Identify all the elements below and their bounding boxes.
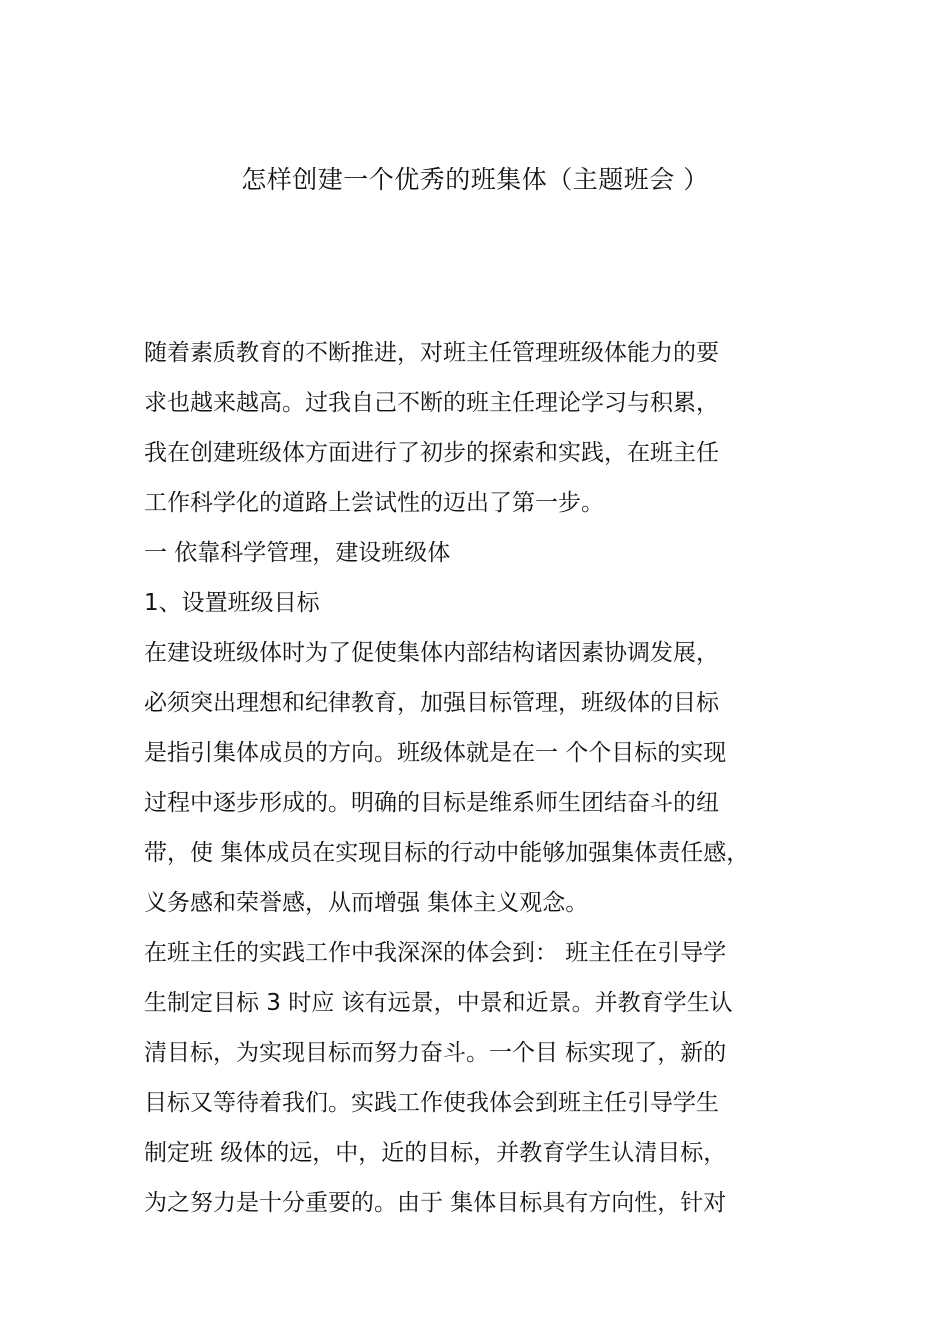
- body-line: 必须突出理想和纪律教育，加强目标管理，班级体的目标: [144, 690, 719, 716]
- body-line: 生制定目标 3 时应 该有远景，中景和近景。并教育学生认: [144, 990, 733, 1016]
- body-line: 工作科学化的道路上尝试性的迈出了第一步。: [144, 490, 604, 516]
- body-line: 在班主任的实践工作中我深深的体会到： 班主任在引导学: [144, 940, 727, 966]
- body-line: 清目标，为实现目标而努力奋斗。一个目 标实现了，新的: [144, 1040, 727, 1066]
- body-line: 义务感和荣誉感，从而增强 集体主义观念。: [144, 890, 589, 916]
- body-line: 我在创建班级体方面进行了初步的探索和实践，在班主任: [144, 440, 719, 466]
- body-line: 过程中逐步形成的。明确的目标是维系师生团结奋斗的纽: [144, 790, 719, 816]
- document-title: 怎样创建一个优秀的班集体（主题班会 ）: [241, 165, 709, 194]
- subsection-heading: 1、设置班级目标: [144, 590, 320, 616]
- body-line: 求也越来越高。过我自己不断的班主任理论学习与积累，: [144, 390, 719, 416]
- body-line: 目标又等待着我们。实践工作使我体会到班主任引导学生: [144, 1090, 719, 1116]
- document-body: [144, 328, 844, 1228]
- body-line: 为之努力是十分重要的。由于 集体目标具有方向性，针对: [144, 1190, 727, 1216]
- body-line: 制定班 级体的远，中，近的目标，并教育学生认清目标，: [144, 1140, 727, 1166]
- body-line: 带，使 集体成员在实现目标的行动中能够加强集体责任感，: [144, 840, 750, 866]
- section-heading: 一 依靠科学管理，建设班级体: [144, 540, 451, 566]
- body-line: 在建设班级体时为了促使集体内部结构诸因素协调发展，: [144, 640, 719, 666]
- body-line: 是指引集体成员的方向。班级体就是在一 个个目标的实现: [144, 740, 727, 766]
- body-line: 随着素质教育的不断推进，对班主任管理班级体能力的要: [144, 340, 719, 366]
